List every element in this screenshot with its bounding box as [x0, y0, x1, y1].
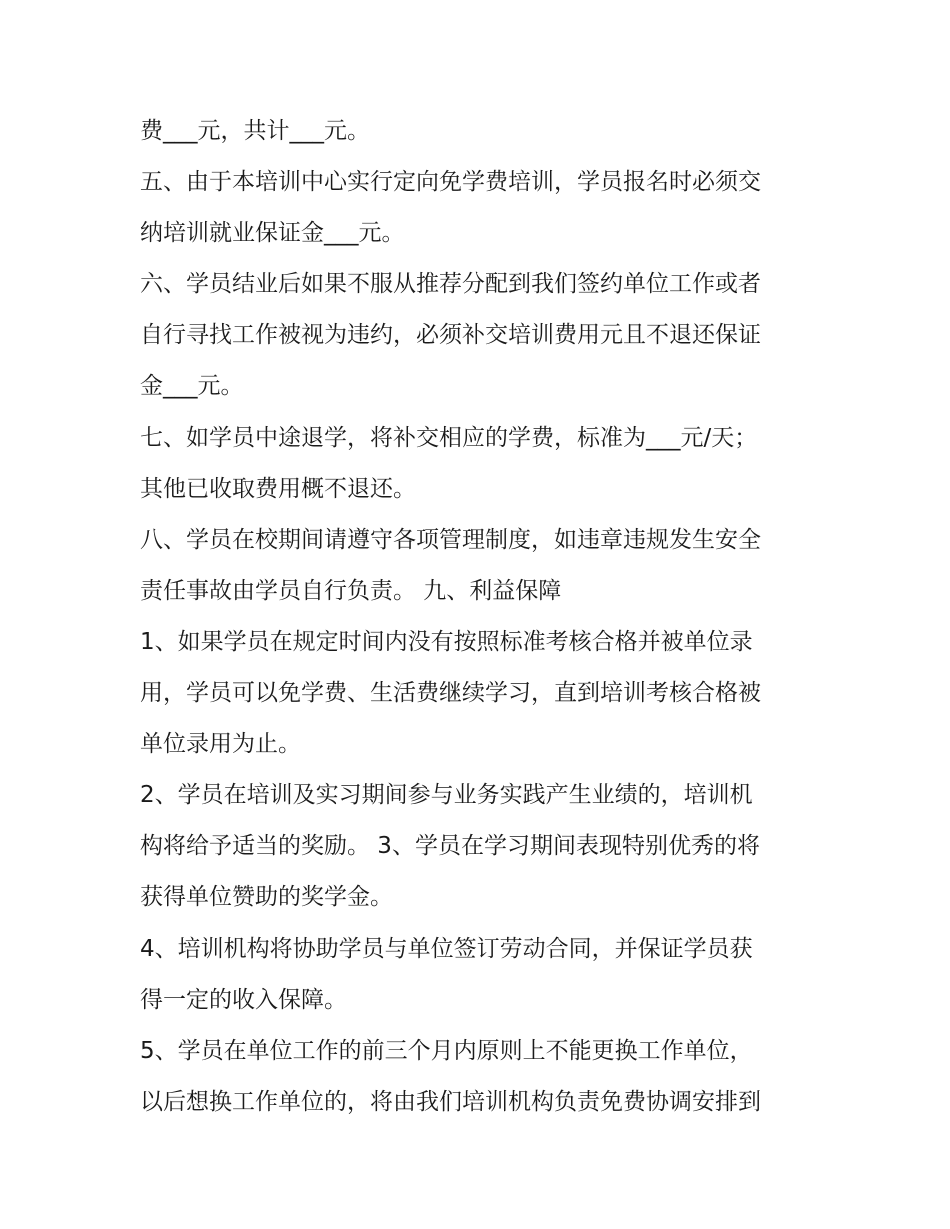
- text-line-15: 构将给予适当的奖励。 3、学员在学习期间表现特别优秀的将: [140, 833, 760, 860]
- text-line-14: 2、学员在培训及实习期间参与业务实践产生业绩的，培训机: [140, 782, 753, 809]
- text-line-10: 责任事故由学员自行负责。 九、利益保障: [140, 577, 562, 604]
- text-line-16: 获得单位赞助的奖学金。: [140, 884, 393, 911]
- text-line-5: 自行寻找工作被视为违约，必须补交培训费用元且不退还保证: [140, 322, 761, 349]
- text-line-6: 金___元。: [140, 373, 244, 400]
- text-line-1: 费___元，共计___元。: [140, 118, 370, 144]
- text-line-3: 纳培训就业保证金___元。: [140, 220, 405, 247]
- text-line-9: 八、学员在校期间请遵守各项管理制度，如违章违规发生安全: [140, 526, 761, 553]
- text-line-13: 单位录用为止。: [140, 731, 301, 758]
- text-line-11: 1、如果学员在规定时间内没有按照标准考核合格并被单位录: [140, 628, 753, 655]
- text-line-17: 4、培训机构将协助学员与单位签订劳动合同，并保证学员获: [140, 935, 753, 962]
- text-line-2: 五、由于本培训中心实行定向免学费培训，学员报名时必须交: [140, 169, 761, 196]
- text-line-4: 六、学员结业后如果不服从推荐分配到我们签约单位工作或者: [140, 271, 761, 298]
- text-line-20: 以后想换工作单位的，将由我们培训机构负责免费协调安排到: [140, 1088, 761, 1115]
- text-line-12: 用，学员可以免学费、生活费继续学习，直到培训考核合格被: [140, 680, 761, 707]
- document-body: [140, 106, 820, 1128]
- text-line-7: 七、如学员中途退学，将补交相应的学费，标准为___元/天；: [140, 424, 758, 451]
- text-line-8: 其他已收取费用概不退还。: [140, 475, 416, 502]
- text-line-18: 得一定的收入保障。: [140, 986, 347, 1013]
- text-line-19: 5、学员在单位工作的前三个月内原则上不能更换工作单位，: [140, 1037, 753, 1064]
